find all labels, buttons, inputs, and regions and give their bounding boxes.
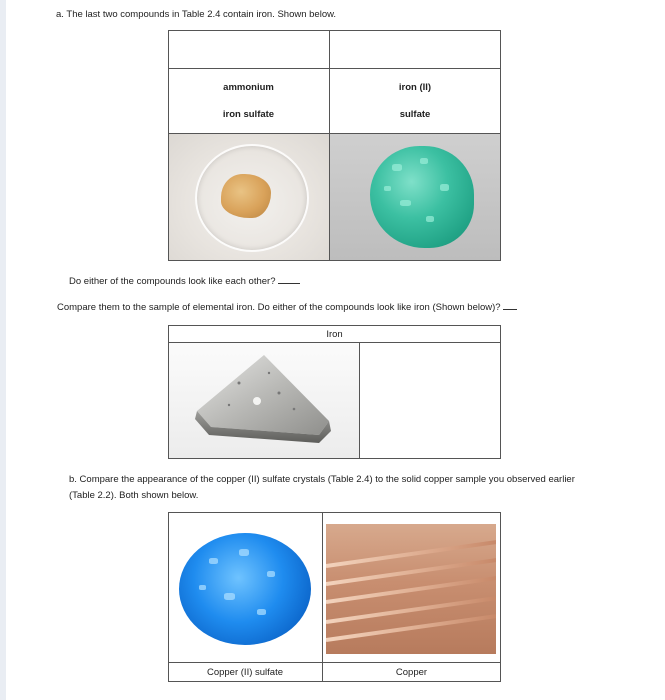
table-column-divider [359,342,360,459]
elemental-iron-photo [169,343,359,458]
answer-blank[interactable] [503,309,517,310]
iron-table-header: Iron [326,329,343,340]
part-b-line1: b. Compare the appearance of the copper (II) sulfate crystals (Table 2.4) to the solid copper sample you observed earlier [69,474,575,485]
ammonium-iron-sulfate-photo [169,134,329,260]
copper-ii-sulfate-photo [169,513,322,661]
table-column-divider [322,512,323,682]
copper-caption: Copper [395,667,428,678]
compound-1-name-line1: ammonium [223,82,274,93]
copper-photo [326,524,496,654]
left-margin-bar [0,0,6,700]
answer-blank[interactable] [278,283,300,284]
part-b-line2: (Table 2.2). Both shown below. [69,490,199,501]
compound-2-name-line1: iron (II) [398,82,432,93]
iron-ii-sulfate-photo [330,134,500,260]
part-a-intro: a. The last two compounds in Table 2.4 contain iron. Shown below. [56,9,337,20]
compound-2-name-line2: sulfate [399,109,431,120]
question-look-alike: Do either of the compounds look like each other? [69,276,300,287]
compound-1-name-line2: iron sulfate [222,109,275,120]
copper-sulfate-caption: Copper (II) sulfate [206,667,284,678]
table-row-divider [168,662,501,663]
table-row-divider [168,68,501,69]
question-compare-iron: Compare them to the sample of elemental iron. Do either of the compounds look like iron (Shown below)? [57,302,517,313]
